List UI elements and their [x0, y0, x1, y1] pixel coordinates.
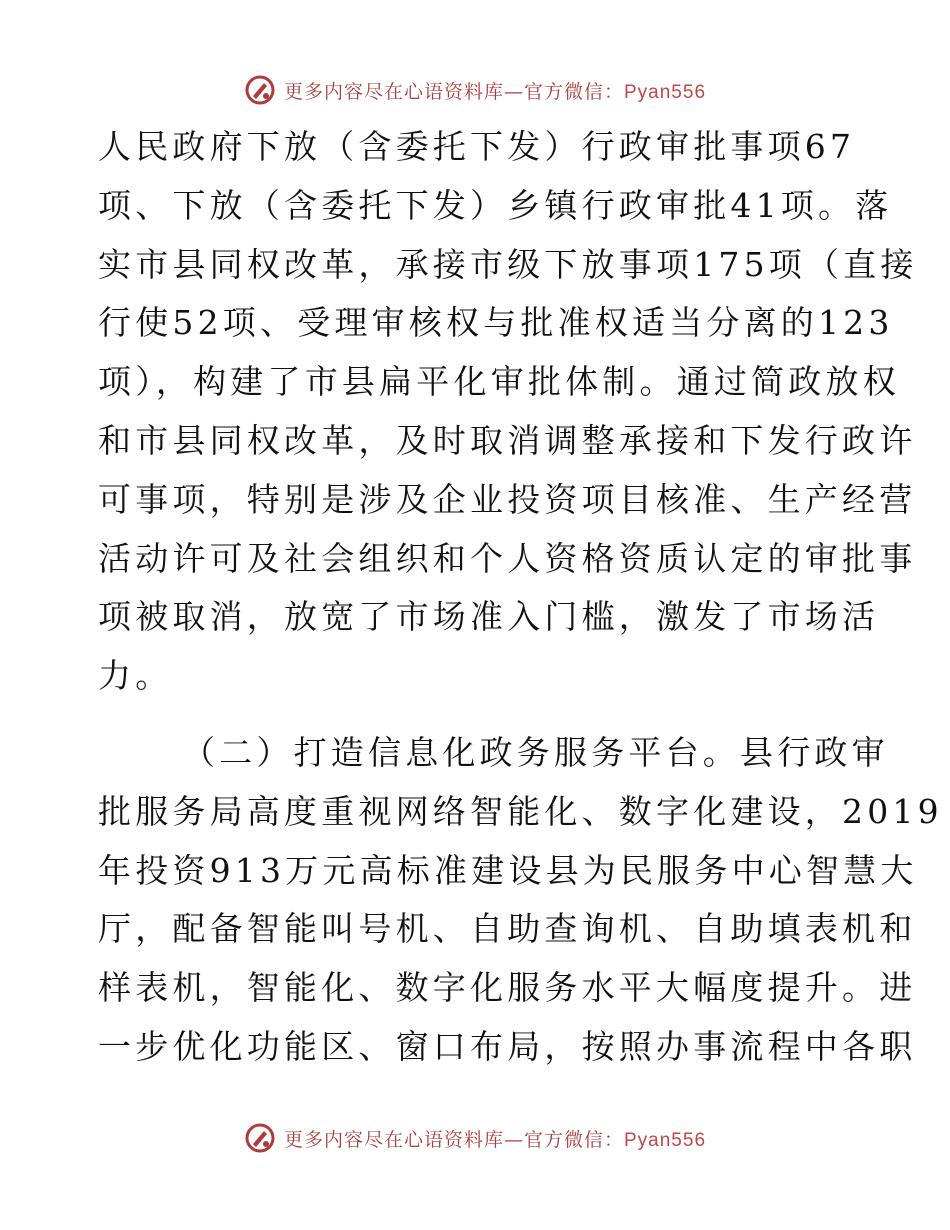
text-line: 项、下放（含委托下发）乡镇行政审批41项。落: [98, 185, 893, 225]
footer-banner-text: 更多内容尽在心语资料库—官方微信：Pyan556: [283, 1128, 707, 1151]
text-line: 行使52项、受理审核权与批准权适当分离的123: [98, 303, 894, 343]
header-wechat-id: Pyan556: [624, 81, 707, 103]
text-line: 厅，配备智能叫号机、自助查询机、自助填表机和: [98, 909, 917, 949]
text-line: 力。: [98, 656, 173, 696]
red-circle-logo-icon: [244, 74, 276, 106]
text-line: 项），构建了市县扁平化审批体制。通过简政放权: [98, 362, 900, 402]
section-heading-line: （二）打造信息化政务服务平台。县行政审: [182, 732, 889, 772]
text-line: 一步优化功能区、窗口布局，按照办事流程中各职: [98, 1026, 917, 1066]
text-line: 人民政府下放（含委托下发）行政审批事项67: [98, 127, 856, 166]
header-watermark-banner: [0, 70, 950, 110]
text-line: 和市县同权改革，及时取消调整承接和下发行政许: [98, 420, 917, 460]
document-body: [98, 118, 943, 1077]
red-circle-logo-icon: [244, 1122, 276, 1154]
footer-wechat-id: Pyan556: [624, 1129, 707, 1151]
text-line: 样表机，智能化、数字化服务水平大幅度提升。进: [98, 968, 917, 1008]
text-line: 活动许可及社会组织和个人资格资质认定的审批事: [98, 538, 917, 578]
header-banner-text: 更多内容尽在心语资料库—官方微信：Pyan556: [283, 80, 707, 103]
text-line: 年投资913万元高标准建设县为民服务中心智慧大: [98, 850, 918, 890]
text-line: 批服务局高度重视网络智能化、数字化建设，2019: [98, 791, 943, 831]
text-line: 项被取消，放宽了市场准入门槛，激发了市场活: [98, 597, 880, 637]
text-line: 可事项，特别是涉及企业投资项目核准、生产经营: [98, 479, 917, 519]
text-line: 实市县同权改革，承接市级下放事项175项（直接: [98, 244, 918, 284]
footer-watermark-banner: [0, 1118, 950, 1158]
